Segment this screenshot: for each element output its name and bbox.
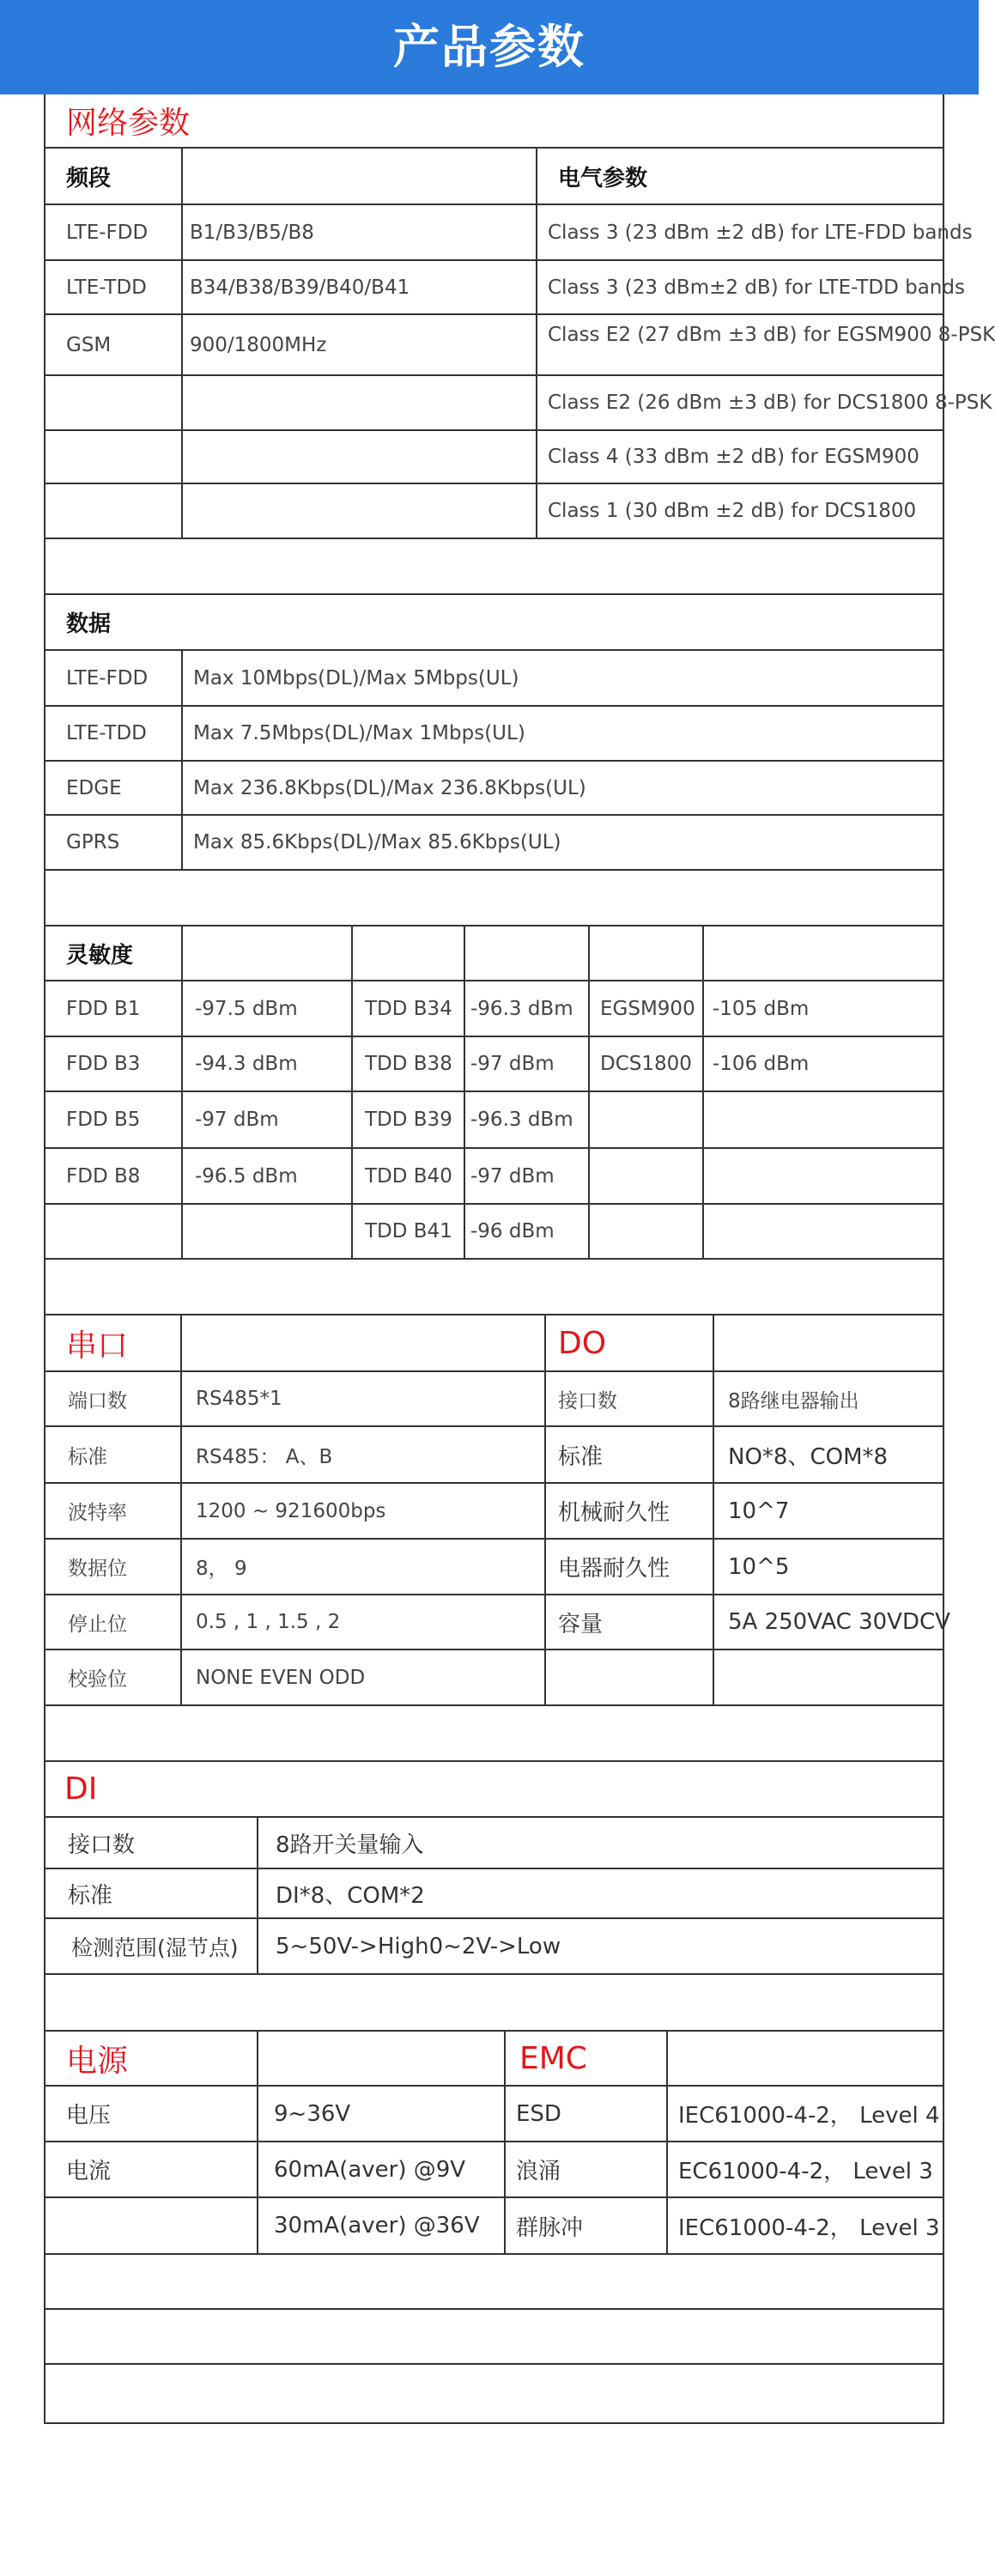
param-value: 1200 ~ 921600bps — [180, 1484, 544, 1538]
table-row — [46, 205, 973, 261]
param-label: 浪涌 — [504, 2142, 666, 2196]
band-name: TDD B40 — [351, 1149, 464, 1203]
network-heading-row — [46, 94, 943, 149]
param-label: ESD — [504, 2087, 666, 2141]
spacer-row — [46, 2310, 943, 2365]
param-value: 10^7 — [713, 1484, 943, 1538]
sensitivity-value: -96 dBm — [464, 1205, 588, 1258]
empty-cell — [702, 1205, 943, 1258]
param-label: 标准 — [68, 1445, 107, 1468]
table-row — [46, 1205, 943, 1260]
param-value: 9~36V — [257, 2087, 504, 2141]
table-row — [46, 2142, 943, 2198]
section-heading: DI — [64, 1771, 98, 1807]
empty-cell — [544, 1650, 713, 1704]
band-list: B34/B38/B39/B40/B41 — [181, 261, 536, 313]
param-label: 电压 — [66, 2103, 112, 2129]
data-rate: Max 236.8Kbps(DL)/Max 236.8Kbps(UL) — [181, 762, 943, 814]
di-heading-row — [46, 1762, 943, 1818]
band-name: TDD B41 — [351, 1205, 464, 1258]
empty-cell — [46, 1205, 181, 1258]
section-heading: 串口 — [66, 1327, 129, 1364]
page-title: 产品参数 — [0, 0, 979, 94]
band-list: B1/B3/B5/B8 — [181, 205, 536, 259]
band-name: DCS1800 — [588, 1037, 702, 1091]
empty-cell — [46, 2198, 257, 2253]
param-value: 8路开关量输入 — [257, 1818, 943, 1868]
spacer-row — [46, 1975, 943, 2032]
band-name: GSM — [66, 333, 112, 356]
table-row — [46, 1919, 943, 1975]
param-label: 波特率 — [68, 1502, 127, 1524]
param-value: 60mA(aver) @9V — [257, 2142, 504, 2196]
empty-cell — [181, 1205, 351, 1258]
param-label: 标准 — [68, 1882, 113, 1909]
empty-cell — [702, 1092, 943, 1147]
power-class: Class 3 (23 dBm±2 dB) for LTE-TDD bands — [536, 261, 943, 313]
column-header-empty — [181, 149, 536, 204]
sensitivity-value: -96.5 dBm — [181, 1149, 351, 1203]
band-list — [181, 431, 536, 483]
param-label: 容量 — [544, 1595, 713, 1649]
table-row — [46, 1037, 943, 1092]
power-heading-row — [46, 2032, 943, 2087]
empty-cell — [181, 927, 351, 980]
band-list — [181, 484, 536, 538]
table-row — [46, 2198, 943, 2255]
param-value: IEC61000-4-2， Level 4 — [666, 2087, 943, 2141]
param-value: 8， 9 — [180, 1540, 544, 1594]
param-value: RS485： A、B — [180, 1427, 544, 1482]
spacer-row — [46, 1260, 943, 1315]
band-name: LTE-FDD — [66, 221, 149, 244]
section-heading: 网络参数 — [66, 106, 191, 141]
empty-cell — [713, 1650, 943, 1704]
sensitivity-heading-row — [46, 927, 943, 981]
spacer-row — [46, 539, 943, 595]
table-row — [46, 2087, 943, 2142]
param-label: 校验位 — [68, 1668, 127, 1691]
empty-cell — [351, 927, 464, 980]
sensitivity-value: -97 dBm — [464, 1037, 588, 1091]
table-row — [46, 707, 943, 762]
empty-cell — [588, 1149, 702, 1203]
band-name: TDD B38 — [351, 1037, 464, 1091]
param-label: 标准 — [544, 1427, 713, 1482]
param-label: 数据位 — [68, 1558, 127, 1580]
data-rate: Max 10Mbps(DL)/Max 5Mbps(UL) — [181, 651, 943, 705]
table-row — [46, 1540, 943, 1595]
band-list: 900/1800MHz — [181, 315, 536, 374]
power-class: Class E2 (27 dBm ±3 dB) for EGSM900 8-PSK — [536, 315, 943, 374]
section-heading: EMC — [504, 2032, 666, 2085]
empty-cell — [588, 927, 702, 980]
param-label: 端口数 — [68, 1389, 127, 1413]
empty-cell — [257, 2032, 504, 2085]
band-name — [46, 376, 181, 429]
section-heading: 数据 — [66, 611, 112, 637]
column-header: 频段 — [66, 165, 112, 191]
band-name — [46, 484, 181, 538]
param-label: 停止位 — [68, 1613, 127, 1636]
sensitivity-value: -106 dBm — [702, 1037, 943, 1091]
empty-cell — [702, 1149, 943, 1203]
band-list — [181, 376, 536, 429]
empty-cell — [588, 1205, 702, 1258]
serial-heading-row — [46, 1315, 943, 1372]
table-row — [46, 1372, 943, 1427]
table-row — [46, 261, 965, 315]
section-heading: 电源 — [66, 2043, 129, 2079]
sensitivity-value: -96.3 dBm — [464, 1092, 588, 1147]
band-name — [46, 431, 181, 483]
band-name: FDD B8 — [66, 1164, 141, 1188]
table-row — [46, 816, 943, 871]
table-row — [46, 651, 943, 707]
data-mode: EDGE — [66, 776, 122, 799]
param-value: 10^5 — [713, 1540, 943, 1594]
spacer-row — [46, 1706, 943, 1762]
spacer-row — [46, 871, 943, 927]
sensitivity-value: -97 dBm — [464, 1149, 588, 1203]
table-row — [46, 1650, 943, 1706]
power-class: Class 1 (30 dBm ±2 dB) for DCS1800 — [536, 484, 943, 538]
sensitivity-value: -94.3 dBm — [181, 1037, 351, 1091]
empty-cell — [666, 2032, 943, 2085]
data-heading-row — [46, 595, 943, 651]
sensitivity-value: -105 dBm — [702, 981, 943, 1036]
table-row — [46, 484, 943, 539]
column-header: 电气参数 — [536, 149, 943, 204]
band-name: FDD B3 — [66, 1053, 141, 1075]
spec-table — [44, 94, 995, 2424]
empty-cell — [588, 1092, 702, 1147]
sensitivity-value: -96.3 dBm — [464, 981, 588, 1036]
table-row — [46, 762, 943, 816]
section-heading: 灵敏度 — [66, 942, 134, 969]
param-label: 电流 — [66, 2159, 112, 2184]
empty-cell — [713, 1315, 943, 1370]
param-value: RS485*1 — [180, 1372, 544, 1425]
band-name: EGSM900 — [588, 981, 702, 1036]
param-value: 30mA(aver) @36V — [257, 2198, 504, 2253]
band-name: LTE-TDD — [66, 276, 147, 299]
param-value: 8路继电器输出 — [713, 1372, 943, 1425]
power-class: Class 4 (33 dBm ±2 dB) for EGSM900 — [536, 431, 943, 483]
sensitivity-value: -97 dBm — [181, 1092, 351, 1147]
table-row — [46, 1484, 943, 1540]
param-label: 接口数 — [544, 1372, 713, 1425]
table-row — [46, 1869, 943, 1919]
data-rate: Max 85.6Kbps(DL)/Max 85.6Kbps(UL) — [181, 816, 943, 869]
param-label: 接口数 — [68, 1832, 136, 1858]
band-name: TDD B34 — [351, 981, 464, 1036]
param-value: NO*8、COM*8 — [713, 1427, 943, 1482]
table-row — [46, 1818, 943, 1869]
param-label: 电器耐久性 — [544, 1540, 713, 1594]
table-row — [46, 1092, 943, 1149]
table-row — [46, 431, 943, 484]
table-row — [46, 981, 943, 1037]
table-row — [46, 1427, 943, 1484]
power-class: Class E2 (26 dBm ±3 dB) for DCS1800 8-PSK — [536, 376, 943, 429]
power-class: Class 3 (23 dBm ±2 dB) for LTE-FDD bands — [536, 205, 943, 259]
empty-cell — [464, 927, 588, 980]
section-heading: DO — [544, 1315, 713, 1370]
band-name: FDD B1 — [66, 997, 141, 1020]
param-value: DI*8、COM*2 — [257, 1869, 943, 1917]
param-label: 群脉冲 — [504, 2198, 666, 2253]
data-mode: GPRS — [66, 831, 120, 854]
band-name: FDD B5 — [66, 1109, 141, 1131]
param-value: IEC61000-4-2， Level 3 — [666, 2198, 943, 2253]
table-row — [46, 376, 992, 431]
table-row — [46, 1595, 950, 1650]
empty-cell — [702, 927, 943, 980]
data-mode: LTE-FDD — [66, 666, 149, 690]
band-name: TDD B39 — [351, 1092, 464, 1147]
sensitivity-value: -97.5 dBm — [181, 981, 351, 1036]
data-rate: Max 7.5Mbps(DL)/Max 1Mbps(UL) — [181, 707, 943, 760]
table-row — [46, 1149, 943, 1205]
param-value: 5A 250VAC 30VDCV — [713, 1595, 943, 1649]
param-value: EC61000-4-2， Level 3 — [666, 2142, 943, 2196]
param-label: 机械耐久性 — [544, 1484, 713, 1538]
table-row — [46, 315, 995, 376]
param-value: NONE EVEN ODD — [180, 1650, 544, 1704]
param-value: 0.5 , 1 , 1.5 , 2 — [180, 1595, 544, 1649]
empty-cell — [180, 1315, 544, 1370]
data-mode: LTE-TDD — [66, 722, 147, 744]
network-header-row — [46, 149, 943, 205]
param-label: 检测范围(湿节点) — [71, 1935, 239, 1960]
param-value: 5~50V->High0~2V->Low — [257, 1919, 943, 1973]
spacer-row — [46, 2255, 943, 2310]
